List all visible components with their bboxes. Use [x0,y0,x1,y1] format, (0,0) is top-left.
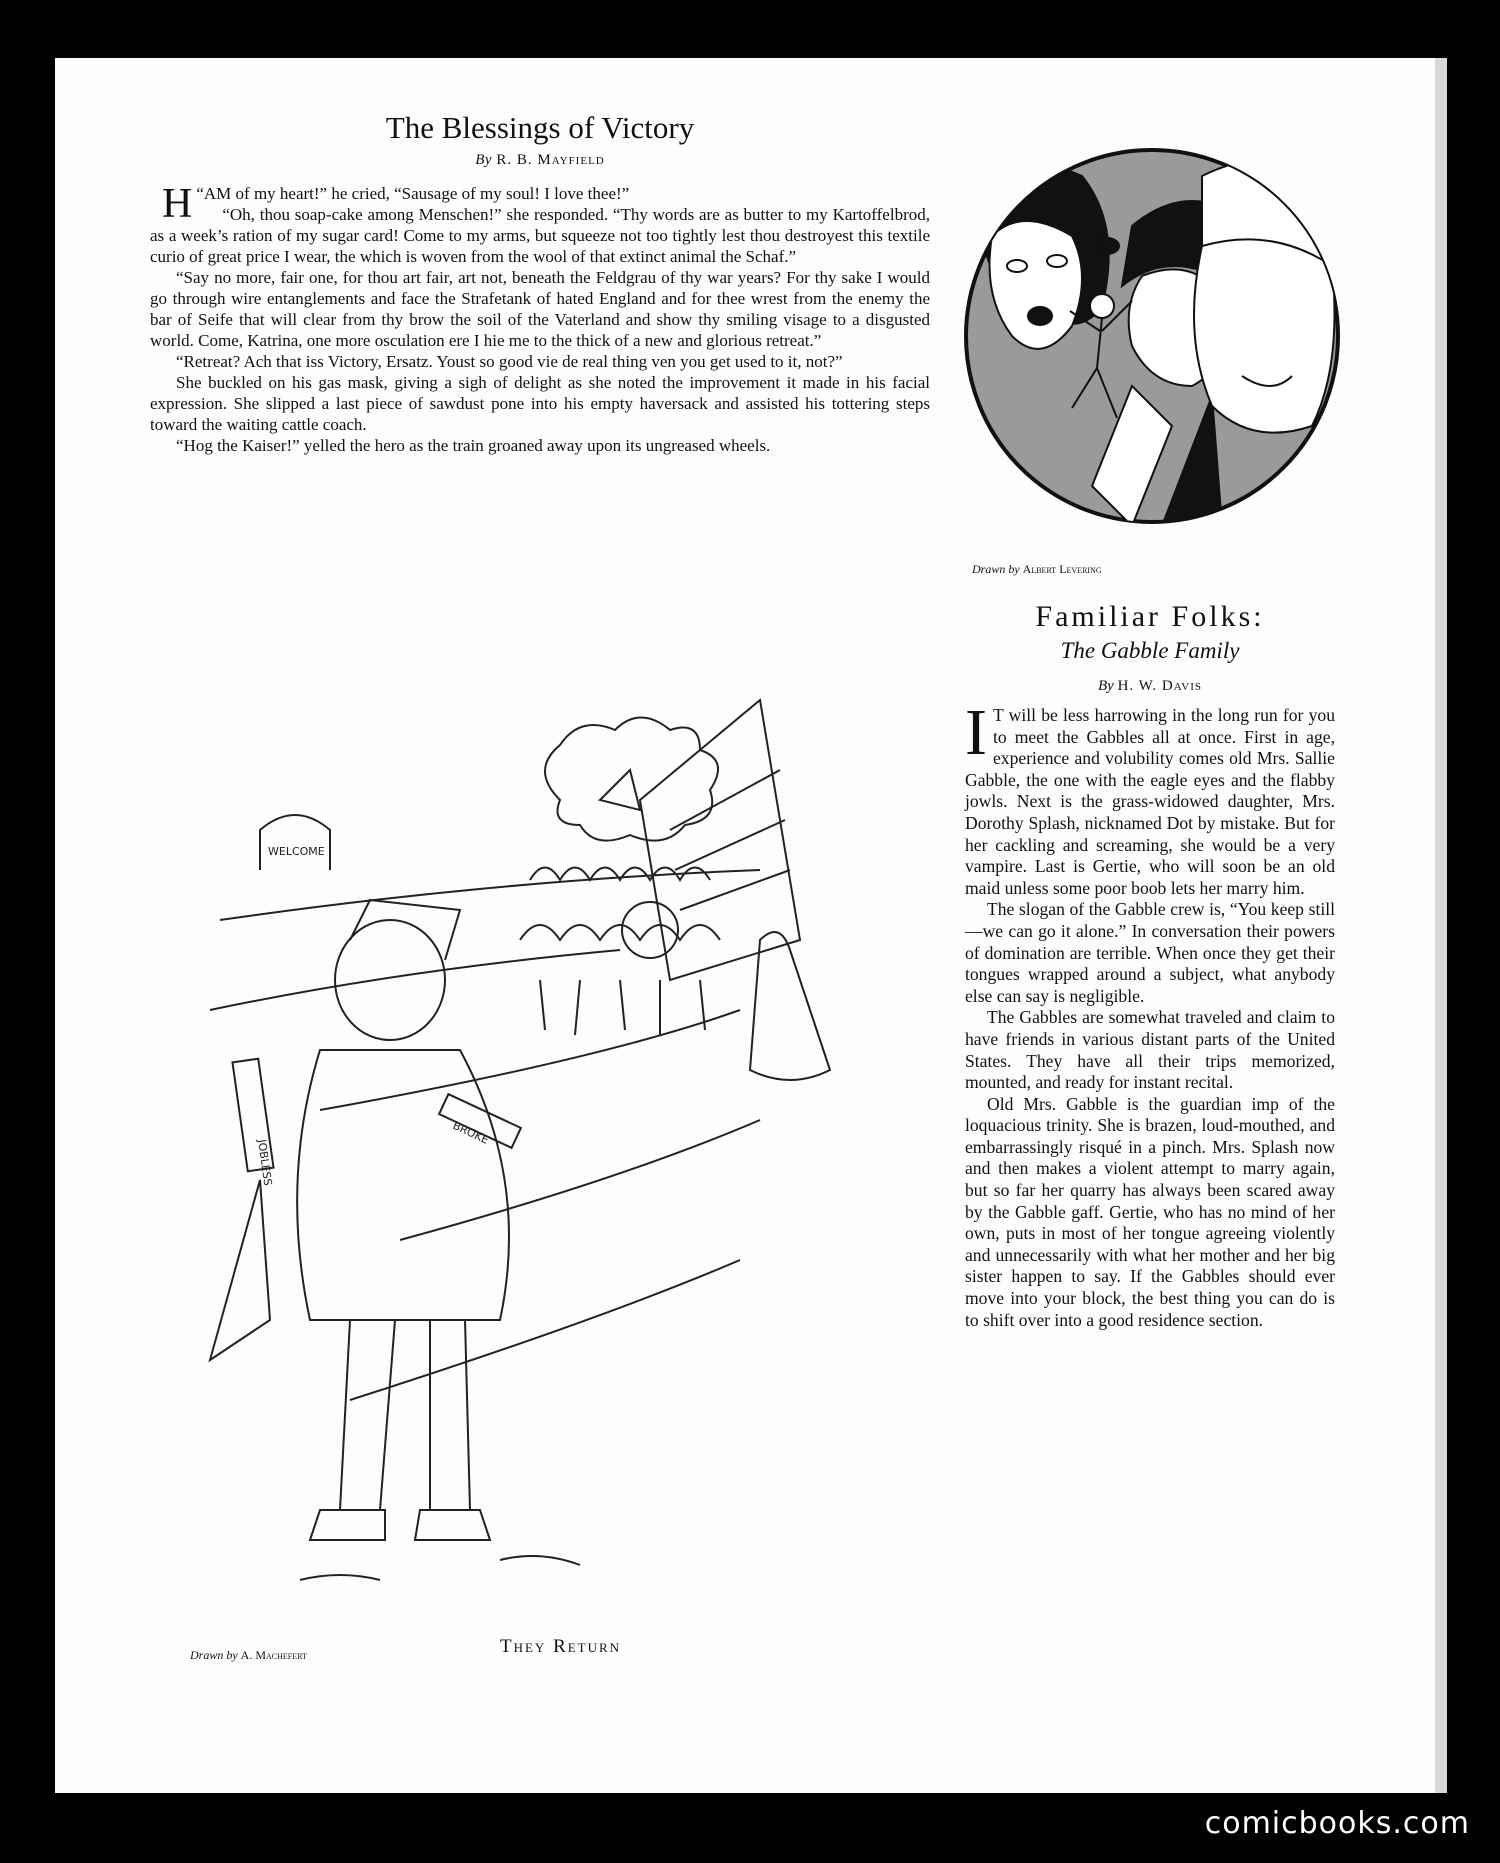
paragraph: Old Mrs. Gabble is the guardian imp of the loquacious trinity. She is brazen, loud-mouthed, and embarrassingly risqué in a pinch. Mrs. Splash now and then makes a violent attempt to marry again, but so far her quarry has always been scared away by the Gabble gaff. Gertie, who has no mind of her own, puts in most of her tongue agreeing violently and unnecessarily with what her mother and her big sister happen to say. If the Gabbles should ever move into your block, the best thing you can do is to shift over into a good residence section. [965,1093,1335,1330]
paragraph: She buckled on his gas mask, giving a sigh of delight as she noted the improvement it made in his facial expression. She slipped a last piece of sawdust pone into his empty haversack and assisted his tottering steps toward the waiting cattle coach. [150,373,930,434]
story-byline [150,152,930,169]
open-quote: “ [196,184,204,203]
byline-prefix: By [475,152,493,168]
byline-prefix: By [1097,678,1114,694]
paragraph: “Oh, thou soap-cake among Menschen!” she responded. “Thy words are as butter to my Kartoffelbrod, as a week’s ration of my sugar card! Come to my arms, but squeeze not too tightly lest thou destroyest this textile curio of great price I wear, the which is woven from the wool of that extinct animal the Schaf.” [150,205,930,266]
story-subtitle: The Gabble Family [1060,638,1240,663]
paragraph [965,696,1335,899]
they-return-cartoon [200,680,960,1630]
road-edge-line [210,950,620,1010]
paragraph: “Hog the Kaiser!” yelled the hero as the train groaned away upon its ungreased wheels. [176,436,771,455]
woman-figure [750,932,830,1080]
story-familiar-folks [965,600,1335,1331]
credit-name: A. Machefert [240,1648,307,1662]
broke-tag-text: BROKE [450,1118,491,1147]
paragraph: “Retreat? Ach that iss Victory, Ersatz. Youst so good vie de real thing ven you get used to it, not?” [176,352,843,371]
site-watermark: comicbooks.com [1204,1806,1470,1841]
story-blessings-of-victory [150,110,930,456]
credit-name: Albert Levering [1022,562,1102,576]
gabble-family-portrait [962,146,1342,526]
story-title: Familiar Folks: [1035,600,1265,633]
soldier-leg [430,1320,470,1510]
byline-author: R. B. Mayfield [496,152,605,168]
drop-cap: H [162,181,193,227]
credit-prefix: Drawn by [972,562,1020,576]
paragraph: The Gabbles are somewhat traveled and claim to have friends in various distant parts of the United States. They have all their trips memorized, mounted, and ready for instant recital. [965,1007,1335,1093]
soldier-boot [415,1510,490,1540]
hat-in-hand [210,1180,270,1360]
story-title: The Blessings of Victory [385,110,695,145]
paragraph-text: AM of my heart!” he cried, “Sausage of my soul! I love thee!” [203,184,630,203]
jobless-tag-text: JOBLESS [255,1138,275,1187]
cartoon-caption: They Return [500,1636,622,1657]
drop-cap: I [965,696,987,769]
cartoon-credit [190,1648,307,1663]
paragraph-text: T will be less harrowing in the long run for you to meet the Gabbles all at once. First in age, experience and volubility comes old Mrs. Sallie Gabble, the one with the eagle eyes and the flabby jowls. Next is the grass-widowed daughter, Mrs. Dorothy Splash, nicknamed Dot by mistake. But for her cackling and screaming, she would be a very vampire. Last is Gertie, who will soon be an old maid unless some poor boob lets her marry him. [965,705,1335,898]
credit-prefix: Drawn by [190,1648,238,1662]
paragraph: “Say no more, fair one, for thou art fair, art not, beneath the Feldgrau of thy war years? For thy sake I would go through wire entanglements and face the Strafetank of hated England and for thee wrest from the enemy the bar of Seife that will clear from thy brow the soil of the Vaterland and show thy smiling visage to a disgusted world. Come, Katrina, one more osculation ere I hie me to the thick of a new and glorious retreat.” [150,268,930,350]
facing-page-edge [1435,58,1447,1793]
soldier-coat [297,1050,509,1320]
soldier-leg [340,1320,395,1510]
soldier-cap [350,900,460,960]
paragraph: The slogan of the Gabble crew is, “You keep still—we can go it alone.” In conversation their powers of domination are terrible. When once they get their tongues wrapped around a subject, what anybody else can say is negligible. [965,899,1335,1006]
portrait-credit [972,562,1102,577]
flag [600,770,640,810]
story-body [150,183,930,456]
dancer-head [1090,294,1114,318]
soldier-boot [310,1510,385,1540]
old-woman-face [1194,239,1335,432]
paragraph [150,181,930,227]
story-body [965,696,1335,1331]
byline-author: H. W. Davis [1117,678,1202,694]
welcome-sign-text: WELCOME [268,845,325,858]
welcome-arch [260,815,330,870]
story-byline [965,678,1335,695]
